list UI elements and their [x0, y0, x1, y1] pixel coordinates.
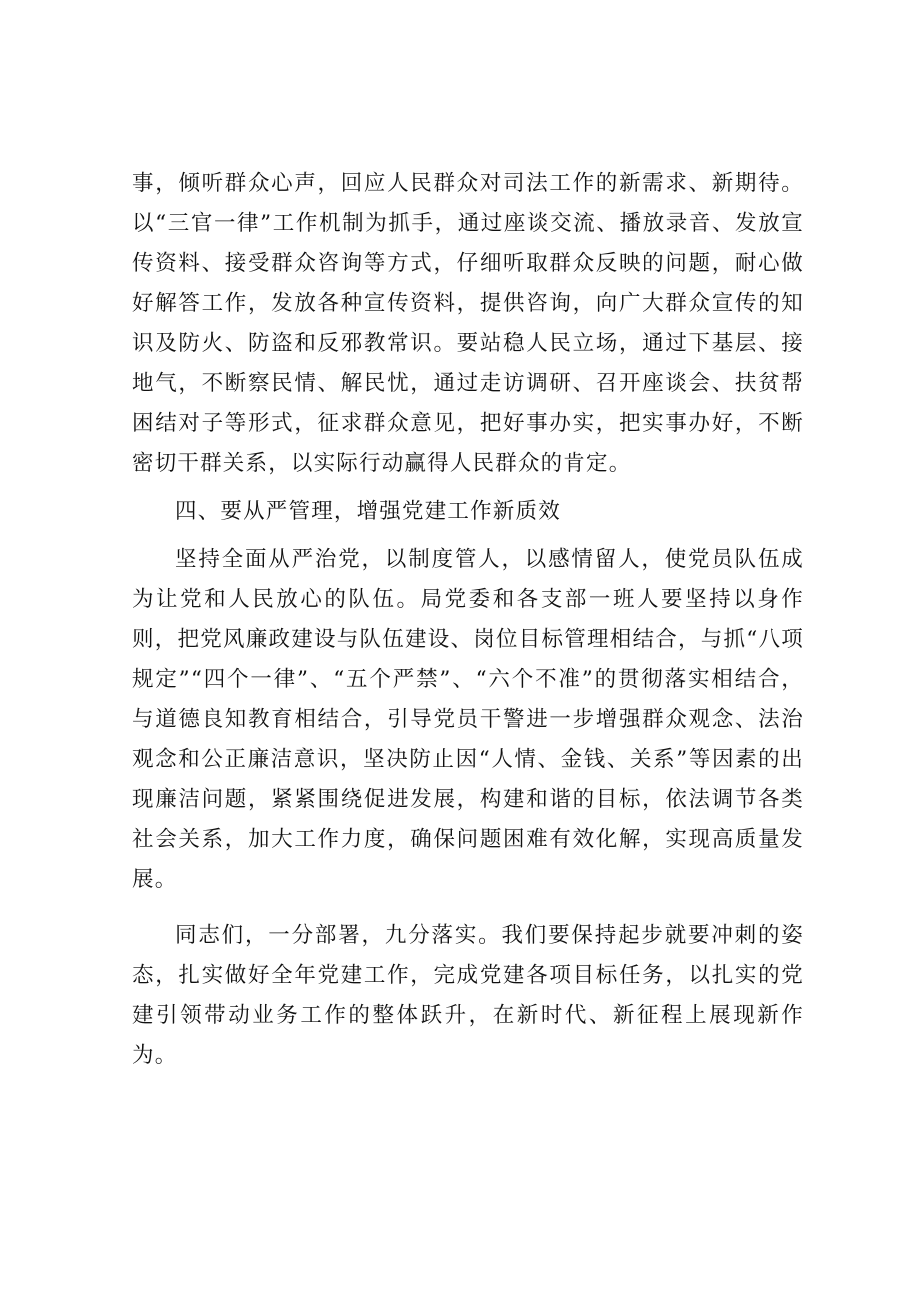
paragraph-party-discipline: 坚持全面从严治党，以制度管人，以感情留人，使党员队伍成为让党和人民放心的队伍。局党委和各支部一班人要坚持以身作则，把党风廉政建设与队伍建设、岗位目标管理相结合，与抓“八项规定”“四个一律”、“五个严禁”、“六个不准”的贯彻落实相结合，与道德良知教育相结合，引导党员干警进一步增强群众观念、法治观念和公正廉洁意识，坚决防止因“人情、金钱、关系”等因素的出现廉洁问题，紧紧围绕促进发展，构建和谐的目标，依法调节各类社会关系，加大工作力度，确保问题困难有效化解，实现高质量发展。: [132, 547, 804, 892]
paragraph-closing: 同志们，一分部署，九分落实。我们要保持起步就要冲刺的姿态，扎实做好全年党建工作，完成党建各项目标任务，以扎实的党建引领带动业务工作的整体跃升，在新时代、新征程上展现新作为。: [132, 923, 804, 1068]
document-body: [132, 164, 804, 1076]
paragraph-continuation: 事，倾听群众心声，回应人民群众对司法工作的新需求、新期待。以“三官一律”工作机制为抓手，通过座谈交流、播放录音、发放宣传资料、接受群众咨询等方式，仔细听取群众反映的问题，耐心做好解答工作，发放各种宣传资料，提供咨询，向广大群众宣传的知识及防火、防盗和反邪教常识。要站稳人民立场，通过下基层、接地气，不断察民情、解民忧，通过走访调研、召开座谈会、扶贫帮困结对子等形式，征求群众意见，把好事办实，把实事办好，不断密切干群关系，以实际行动赢得人民群众的肯定。: [132, 171, 804, 476]
section-heading: 四、要从严管理，增强党建工作新质效: [175, 499, 561, 524]
